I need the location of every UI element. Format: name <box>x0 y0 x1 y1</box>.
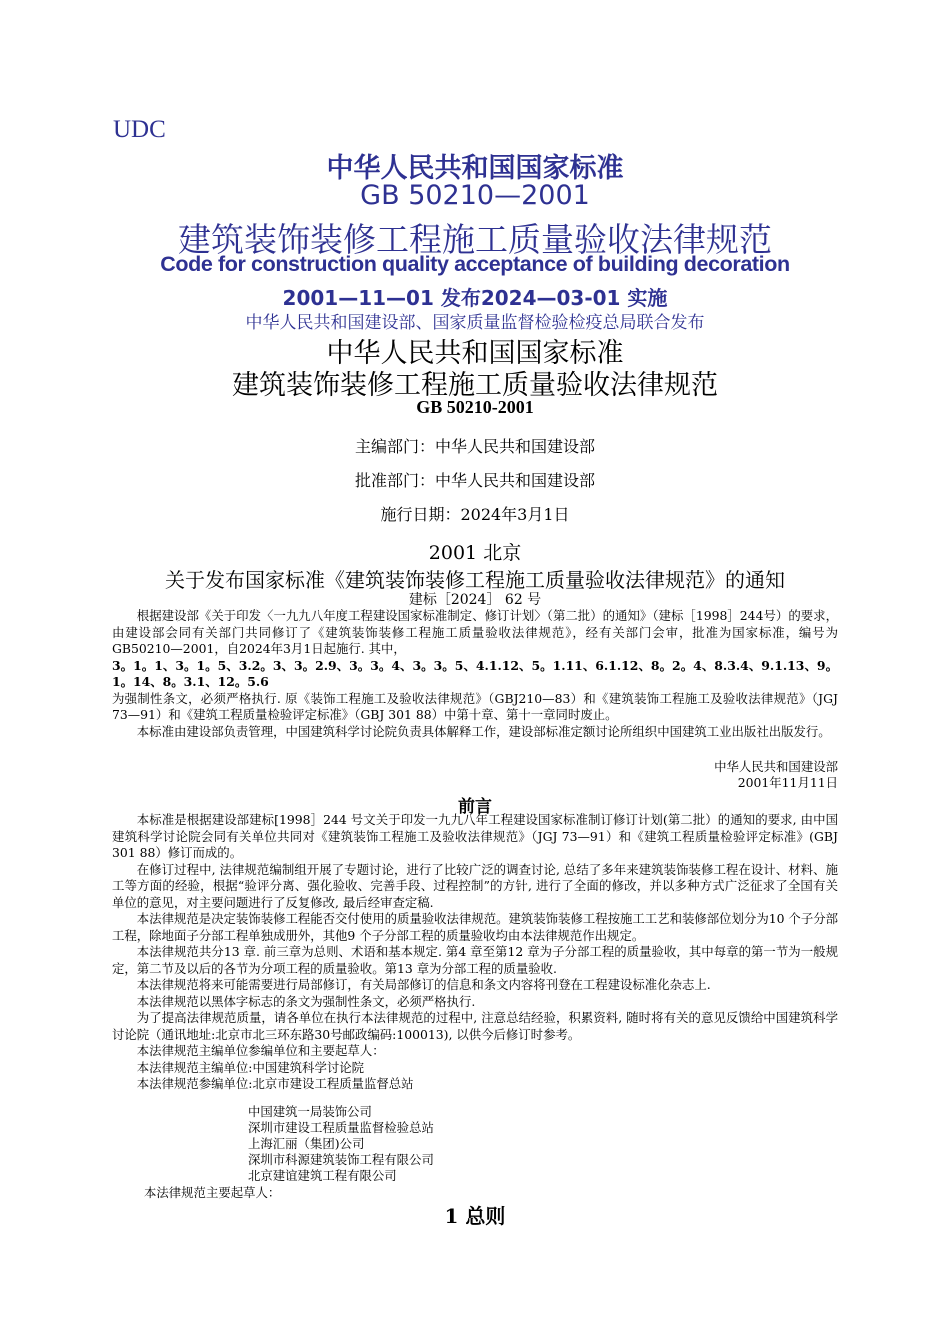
preface-paragraph: 本法律规范共分13 章. 前三章为总则、术语和基本规定. 第4 章至第12 章为子分部工程的质量验收，其中每章的第一节为一般规定，第二节及以后的各节为分项工程的质量验收。第13 章为分部工程的质量验收. <box>112 944 838 976</box>
preface-paragraph: 本法律规范参编单位:北京市建设工程质量监督总站 <box>136 1076 414 1091</box>
preface-paragraph: 本法律规范是决定装饰装修工程能否交付使用的质量验收法律规范。建筑装饰装修工程按施工工艺和装修部位划分为10 个子分部工程，除地面子分部工程单独成册外，其他9 个子分部工程的质量验收均由本法律规范作出规定。 <box>112 911 838 943</box>
preface-title: 前言 <box>458 797 492 817</box>
cover-publisher: 中华人民共和国建设部、国家质量监督检验检疫总局联合发布 <box>245 313 705 333</box>
notice-number: 建标［2024］ 62 号 <box>408 592 542 608</box>
preface-paragraph: 本法律规范主编单位参编单位和主要起草人： <box>136 1043 385 1058</box>
titlepage-code: GB 50210-2001 <box>416 397 534 417</box>
participating-unit: 北京建谊建筑工程有限公司 <box>248 1168 397 1183</box>
titlepage-title-cn: 建筑装饰装修工程施工质量验收法律规范 <box>232 370 718 401</box>
notice-signer: 中华人民共和国建设部 <box>714 759 838 774</box>
cover-title-cn: 建筑装饰装修工程施工质量验收法律规范 <box>178 220 772 259</box>
titlepage-effective-date: 施行日期：2024年3月1日 <box>380 505 570 524</box>
titlepage-approver: 批准部门：中华人民共和国建设部 <box>354 471 595 490</box>
notice-paragraph: 根据建设部《关于印发〈一九九八年度工程建设国家标准制定、修订计划〉（第二批）的通知》（建标［1998］244号）的要求，由建设部会同有关部门共同修订了《建筑装饰装修工程施工质量验收法律规范》，经有关部门会审，批准为国家标准，编号为GB50210—2001，自2024年3月1日起施行. 其中， <box>112 608 838 656</box>
participating-unit: 深圳市科源建筑装饰工程有限公司 <box>248 1152 434 1167</box>
notice-title: 关于发布国家标准《建筑装饰装修工程施工质量验收法律规范》的通知 <box>165 568 785 592</box>
participating-unit: 深圳市建设工程质量监督检验总站 <box>248 1120 434 1135</box>
udc-label: UDC <box>113 116 166 143</box>
cover-dates: 2001—11—01 发布2024—03-01 实施 <box>282 286 668 310</box>
cover-national-standard: 中华人民共和国国家标准 <box>326 153 624 184</box>
notice-date: 2001年11月11日 <box>737 775 838 790</box>
preface-paragraph: 本法律规范主编单位:中国建筑科学讨论院 <box>136 1059 365 1075</box>
preface-body <box>112 812 838 1093</box>
main-drafters-label: 本法律规范主要起草人： <box>144 1185 281 1200</box>
notice-paragraph: 为强制性条文，必须严格执行. 原《装饰工程施工及验收法律规范》（GBJ210—83）和《建筑装饰工程施工及验收法律规范》（JGJ 73—91）和《建筑工程质量检验评定标准》（GBJ 301 88）中第十章、第十一章同时废止。 <box>112 690 838 722</box>
preface-paragraph: 本法律规范以黑体字标志的条文为强制性条文，必须严格执行. <box>136 993 476 1009</box>
titlepage-editor: 主编部门：中华人民共和国建设部 <box>354 437 595 456</box>
titlepage-national-standard: 中华人民共和国国家标准 <box>326 338 624 369</box>
preface-paragraph: 本标准是根据建设部建标[1998］244 号文关于印发一九九八年工程建设国家标准制订修订计划(第二批）的通知的要求, 由中国建筑科学讨论院会同有关单位共同对《建筑装饰工程施工及验收法律规范》（JGJ 73—91）和《建筑工程质量检验评定标准》(GBJ 301 88）修订而成的。 <box>112 812 838 860</box>
notice-paragraph: 本标准由建设部负责管理，中国建筑科学讨论院负责具体解释工作，建设部标准定额讨论所组织中国建筑工业出版社出版发行。 <box>136 723 831 739</box>
titlepage-city: 2001 北京 <box>428 542 522 564</box>
preface-paragraph: 在修订过程中, 法律规范编制组开展了专题讨论，进行了比较广泛的调查讨论, 总结了多年来建筑装饰装修工程在设计、材料、施工等方面的经验，根据“验评分离、强化验收、完善手段、过程控制”的方针, 进行了全面的修改，并以多种方式广泛征求了全国有关单位的意见，对主要问题进行了反复修改, 最后经审查定稿. <box>112 861 838 910</box>
notice-body <box>112 608 838 740</box>
preface-paragraph: 为了提高法律规范质量，请各单位在执行本法律规范的过程中, 注意总结经验，积累资料, 随时将有关的意见反馈给中国建筑科学讨论院（通讯地址:北京市北三环东路30号邮政编码:100013), 以供今后修订时参考。 <box>112 1010 838 1042</box>
cover-title-en: Code for construction quality acceptance of building decoration <box>160 252 790 276</box>
notice-mandatory-clauses: 3。1。1、3。1。5、3.2。3、3。2.9、3。3。4、3。3。5、4.1.12、5。1.11、6.1.12、8。2。4、8.3.4、9.1.13、9。1。14、8。3.1、12。5.6 <box>112 657 838 689</box>
cover-code: GB 50210—2001 <box>360 180 590 211</box>
participating-unit: 上海汇丽（集团)公司 <box>248 1136 365 1151</box>
participating-unit: 中国建筑一局装饰公司 <box>248 1104 372 1119</box>
chapter-heading: 1 总则 <box>444 1204 506 1228</box>
preface-paragraph: 本法律规范将来可能需要进行局部修订，有关局部修订的信息和条文内容将刊登在工程建设标准化杂志上. <box>136 977 711 992</box>
